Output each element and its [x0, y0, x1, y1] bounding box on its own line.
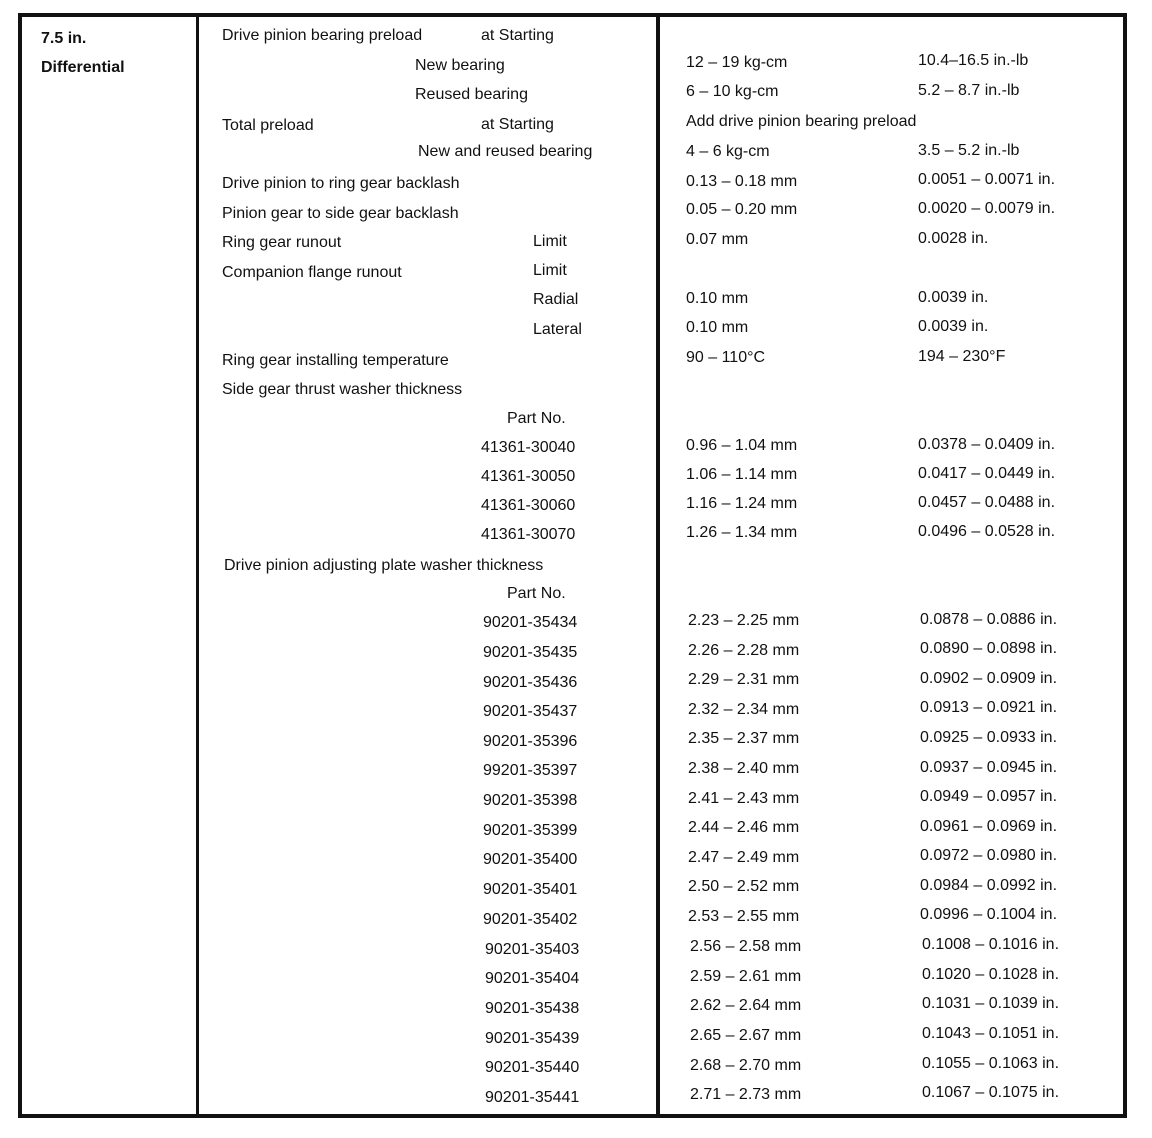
side-gear-backlash-label: Pinion gear to side gear backlash	[222, 205, 459, 222]
side-washer-metric: 1.06 – 1.14 mm	[686, 466, 798, 483]
ring-gear-temperature-label: Ring gear installing temperature	[222, 352, 449, 369]
plate-washer-imperial: 0.0961 – 0.0969 in.	[920, 818, 1058, 835]
drive-pinion-preload-condition: at Starting	[481, 27, 554, 44]
reused-bearing-metric: 6 – 10 kg-cm	[686, 83, 779, 100]
plate-washer-metric: 2.44 – 2.46 mm	[688, 819, 800, 836]
side-washer-label: Side gear thrust washer thickness	[222, 381, 463, 398]
ring-gear-runout-label: Ring gear runout	[222, 234, 342, 251]
plate-washer-imperial: 0.0913 – 0.0921 in.	[920, 699, 1058, 716]
new-bearing-label: New bearing	[415, 57, 505, 74]
radial-metric: 0.10 mm	[686, 290, 749, 307]
side-washer-part: 41361-30060	[481, 497, 576, 514]
ring-gear-backlash-label: Drive pinion to ring gear backlash	[222, 175, 460, 192]
plate-washer-metric: 2.50 – 2.52 mm	[688, 878, 800, 895]
side-washer-metric: 1.16 – 1.24 mm	[686, 495, 798, 512]
plate-washer-metric: 2.26 – 2.28 mm	[688, 642, 800, 659]
side-gear-backlash-metric: 0.05 – 0.20 mm	[686, 201, 798, 218]
side-washer-metric: 1.26 – 1.34 mm	[686, 524, 798, 541]
ring-gear-runout-limit: Limit	[533, 233, 567, 250]
companion-flange-runout-limit: Limit	[533, 262, 567, 279]
plate-washer-label: Drive pinion adjusting plate washer thickness	[224, 557, 544, 574]
plate-washer-metric: 2.32 – 2.34 mm	[688, 701, 800, 718]
ring-gear-runout-metric: 0.07 mm	[686, 231, 749, 248]
lateral-metric: 0.10 mm	[686, 319, 749, 336]
side-washer-imperial: 0.0457 – 0.0488 in.	[918, 494, 1056, 511]
companion-flange-runout-label: Companion flange runout	[222, 264, 402, 281]
lateral-label: Lateral	[533, 321, 582, 338]
plate-washer-imperial: 0.1008 – 0.1016 in.	[922, 936, 1060, 953]
plate-washer-imperial: 0.0937 – 0.0945 in.	[920, 759, 1058, 776]
side-washer-part-header: Part No.	[507, 410, 566, 427]
side-washer-part: 41361-30070	[481, 526, 576, 543]
plate-washer-part: 90201-35436	[483, 674, 578, 691]
reused-bearing-label: Reused bearing	[415, 86, 528, 103]
plate-washer-part: 90201-35398	[483, 792, 578, 809]
new-bearing-imperial: 10.4–16.5 in.-lb	[918, 52, 1029, 69]
side-gear-backlash-imperial: 0.0020 – 0.0079 in.	[918, 200, 1056, 217]
plate-washer-part: 90201-35437	[483, 703, 578, 720]
plate-washer-imperial: 0.1055 – 0.1063 in.	[922, 1055, 1060, 1072]
side-washer-imperial: 0.0378 – 0.0409 in.	[918, 436, 1056, 453]
ring-gear-runout-imperial: 0.0028 in.	[918, 230, 989, 247]
plate-washer-metric: 2.29 – 2.31 mm	[688, 671, 800, 688]
plate-washer-metric: 2.62 – 2.64 mm	[690, 997, 802, 1014]
plate-washer-part: 90201-35400	[483, 851, 578, 868]
plate-washer-part: 90201-35404	[485, 970, 580, 987]
column-divider-left	[196, 13, 199, 1118]
plate-washer-part: 90201-35434	[483, 614, 578, 631]
section-size: 7.5 in.	[41, 30, 87, 47]
plate-washer-imperial: 0.0972 – 0.0980 in.	[920, 847, 1058, 864]
plate-washer-part: 90201-35403	[485, 941, 580, 958]
plate-washer-imperial: 0.0996 – 0.1004 in.	[920, 906, 1058, 923]
new-reused-bearing-label: New and reused bearing	[418, 143, 593, 160]
ring-gear-temperature-metric: 90 – 110°C	[686, 349, 766, 366]
plate-washer-imperial: 0.0925 – 0.0933 in.	[920, 729, 1058, 746]
plate-washer-part: 90201-35440	[485, 1059, 580, 1076]
total-preload-imperial: 3.5 – 5.2 in.-lb	[918, 142, 1020, 159]
plate-washer-imperial: 0.0949 – 0.0957 in.	[920, 788, 1058, 805]
plate-washer-part: 90201-35435	[483, 644, 578, 661]
side-washer-imperial: 0.0417 – 0.0449 in.	[918, 465, 1056, 482]
plate-washer-part: 99201-35397	[483, 762, 578, 779]
plate-washer-imperial: 0.1043 – 0.1051 in.	[922, 1025, 1060, 1042]
plate-washer-imperial: 0.0878 – 0.0886 in.	[920, 611, 1058, 628]
plate-washer-imperial: 0.0902 – 0.0909 in.	[920, 670, 1058, 687]
plate-washer-imperial: 0.1031 – 0.1039 in.	[922, 995, 1060, 1012]
plate-washer-part: 90201-35402	[483, 911, 578, 928]
plate-washer-metric: 2.23 – 2.25 mm	[688, 612, 800, 629]
plate-washer-part-header: Part No.	[507, 585, 566, 602]
plate-washer-part: 90201-35441	[485, 1089, 580, 1106]
plate-washer-part: 90201-35396	[483, 733, 578, 750]
plate-washer-imperial: 0.1020 – 0.1028 in.	[922, 966, 1060, 983]
column-divider-right	[656, 13, 660, 1118]
new-bearing-metric: 12 – 19 kg-cm	[686, 54, 788, 71]
total-preload-note: Add drive pinion bearing preload	[686, 113, 917, 130]
ring-gear-backlash-imperial: 0.0051 – 0.0071 in.	[918, 171, 1056, 188]
plate-washer-metric: 2.41 – 2.43 mm	[688, 790, 800, 807]
side-washer-metric: 0.96 – 1.04 mm	[686, 437, 798, 454]
plate-washer-part: 90201-35438	[485, 1000, 580, 1017]
plate-washer-part: 90201-35439	[485, 1030, 580, 1047]
plate-washer-metric: 2.68 – 2.70 mm	[690, 1057, 802, 1074]
side-washer-part: 41361-30040	[481, 439, 576, 456]
radial-label: Radial	[533, 291, 579, 308]
ring-gear-backlash-metric: 0.13 – 0.18 mm	[686, 173, 798, 190]
side-washer-imperial: 0.0496 – 0.0528 in.	[918, 523, 1056, 540]
plate-washer-imperial: 0.0890 – 0.0898 in.	[920, 640, 1058, 657]
plate-washer-metric: 2.38 – 2.40 mm	[688, 760, 800, 777]
plate-washer-imperial: 0.1067 – 0.1075 in.	[922, 1084, 1060, 1101]
plate-washer-metric: 2.59 – 2.61 mm	[690, 968, 802, 985]
drive-pinion-preload-label: Drive pinion bearing preload	[222, 27, 423, 44]
total-preload-label: Total preload	[222, 117, 314, 134]
radial-imperial: 0.0039 in.	[918, 289, 989, 306]
plate-washer-metric: 2.35 – 2.37 mm	[688, 730, 800, 747]
total-preload-condition: at Starting	[481, 116, 554, 133]
reused-bearing-imperial: 5.2 – 8.7 in.-lb	[918, 82, 1020, 99]
total-preload-metric: 4 – 6 kg-cm	[686, 143, 770, 160]
plate-washer-metric: 2.65 – 2.67 mm	[690, 1027, 802, 1044]
plate-washer-metric: 2.71 – 2.73 mm	[690, 1086, 802, 1103]
lateral-imperial: 0.0039 in.	[918, 318, 989, 335]
plate-washer-metric: 2.53 – 2.55 mm	[688, 908, 800, 925]
plate-washer-part: 90201-35399	[483, 822, 578, 839]
ring-gear-temperature-imperial: 194 – 230°F	[918, 348, 1006, 365]
plate-washer-part: 90201-35401	[483, 881, 578, 898]
plate-washer-metric: 2.47 – 2.49 mm	[688, 849, 800, 866]
plate-washer-imperial: 0.0984 – 0.0992 in.	[920, 877, 1058, 894]
plate-washer-metric: 2.56 – 2.58 mm	[690, 938, 802, 955]
section-name: Differential	[41, 59, 125, 76]
side-washer-part: 41361-30050	[481, 468, 576, 485]
